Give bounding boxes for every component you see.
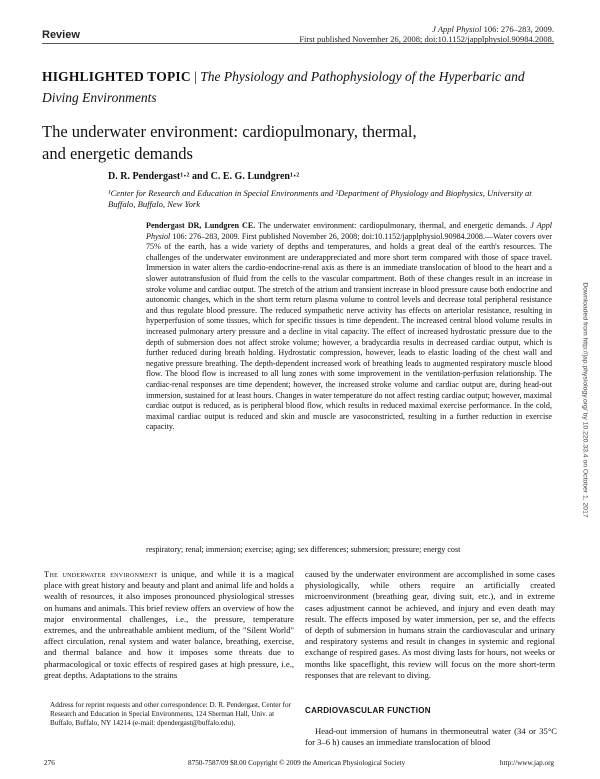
copyright: 8750-7587/09 $8.00 Copyright © 2009 the American Physiological Society xyxy=(188,759,406,767)
download-watermark-text: Downloaded from http://jap.physiology.org/ by 10.220.33.4 on October 1, 2017 xyxy=(581,282,589,518)
journal-url[interactable]: http://www.jap.org xyxy=(499,759,554,767)
first-published: First published November 26, 2008; doi:10.1152/japplphysiol.90984.2008. xyxy=(299,34,554,44)
page-number: 276 xyxy=(44,759,55,767)
abstract xyxy=(146,221,552,433)
header-citation xyxy=(299,24,554,44)
article-title xyxy=(42,121,522,165)
abstract-cite-details: 106: 276–283, 2009. First published November 26, 2008; doi:10.1152/japplphysiol.90984.2008.— xyxy=(170,231,494,241)
abstract-cite-title: The underwater environment: cardiopulmonary, thermal, and energetic demands. xyxy=(255,221,531,230)
authors: D. R. Pendergast¹·² and C. E. G. Lundgren¹·² xyxy=(108,171,300,182)
highlighted-topic xyxy=(42,66,562,108)
affiliation: ¹Center for Research and Education in Special Environments and ²Department of Physiology and Biophysics, University at Buffalo, Buffalo, New York xyxy=(108,188,532,209)
body-column-left xyxy=(44,569,294,681)
section-heading: CARDIOVASCULAR FUNCTION xyxy=(305,706,431,715)
topic-separator: | xyxy=(190,69,201,84)
journal-name: J Appl Physiol xyxy=(432,24,482,34)
article-title-line-1: The underwater environment: cardiopulmonary, thermal, xyxy=(42,122,417,141)
article-title-line-2: and energetic demands xyxy=(42,144,193,163)
topic-label: HIGHLIGHTED TOPIC xyxy=(42,69,191,84)
body-column-right: caused by the underwater environment are accomplished in some cases physiologically, while others require an artificially created microenvironment (breathing gear, diving suit, etc.), and in extreme cases adjustment cannot be achieved, and injury and even death may result. The effects imposed by water immersion, per se, and the effects of depth of submersion in humans strain the cardiovascular and urinary and respiratory systems and result in changes in systemic and regional exchange of respired gases. As most diving lasts for hours, not weeks or months like spaceflight, this review will focus on the more short-term responses that are relevant to diving. xyxy=(305,569,555,680)
abstract-body: Water covers over 75% of the earth, has a wide variety of depths and temperatures, and holds a great deal of the earth's resources. The challenges of the underwater environment are underappreciated and more short term compared with those of space travel. Immersion in water alters the cardio-endocrine-renal axis as there is an immediate translocation of blood to the heart and a slower autotransfusion of fluid from the cells to the vascular compartment. Both of these changes result in an increase in stroke volume and cardiac output. The stretch of the atrium and transient increase in blood pressure cause both endocrine and autonomic changes, which in the short term return plasma volume to control levels and decrease total peripheral resistance and thus regulate blood pressure. The reduced sympathetic nerve activity has effects on arteriolar resistance, resulting in hyperperfusion of some tissues, which for specific tissues is time dependent. The increased central blood volume results in increased pulmonary artery pressure and a decline in vital capacity. The effect of increased hydrostatic pressure due to the depth of submersion does not affect stroke volume; however, a bradycardia results in decreased cardiac output, which is further reduced during breath holding. Hydrostatic compression, however, leads to elastic loading of the chest wall and negative pressure breathing. The depth-dependent increased work of breathing leads to augmented respiratory muscle blood flow. The blood flow is increased to all lung zones with some improvement in the ventilation-perfusion relationship. The cardiac-renal responses are time dependent; however, the increased stroke volume and cardiac output are, during head-out immersion, sustained for at least hours. Changes in water temperature do not affect resting cardiac output; however, maximal cardiac output is reduced, as is peripheral blood flow, which results in reduced maximal exercise performance. In the cold, maximal cardiac output is reduced and skin and muscle are vasoconstricted, resulting in a further reduction in exercise capacity. xyxy=(146,231,552,432)
section-text: Head-out immersion of humans in thermoneutral water (34 or 35°C for 3–6 h) causes an immediate translocation of blood xyxy=(305,726,557,748)
footnote: Address for reprint requests and other correspondence: D. R. Pendergast, Center for Research and Education in Special Environments, 124 Sherman Hall, Univ. at Buffalo, Buffalo, NY 14214 (e-mail: dpendergast@buffalo.edu). xyxy=(50,701,291,728)
section-label: Review xyxy=(42,29,80,41)
topic-title: The Physiology and Pathophysiology of the Hyperbaric and Diving Environments xyxy=(42,69,525,105)
citation-rest: 106: 276–283, 2009. xyxy=(481,24,554,34)
lead-in: The underwater environment xyxy=(44,569,158,579)
abstract-cite-authors: Pendergast DR, Lundgren CE. xyxy=(146,221,256,230)
keywords: respiratory; renal; immersion; exercise; aging; sex differences; submersion; pressure; energy cost xyxy=(146,545,461,554)
abstract-cite-journal: J Appl Physiol xyxy=(146,221,552,241)
body-column-left-text: is unique, and while it is a magical place with great history and beauty and plant and animal life and holds a wealth of resources, it also imposes pronounced physiological stresses on humans and animals. This brief review offers an overview of how the major environmental challenges, i.e., the pressure, temperature extremes, and the unbreathable ambient medium, of the "Silent World" affect circulation, renal system and water balance, breathing, exercise, and thermal balance and how it imposes some threats due to pharmacological or toxic effects of respired gases at high pressure, i.e., great depths. Adaptations to the strains xyxy=(44,569,294,680)
